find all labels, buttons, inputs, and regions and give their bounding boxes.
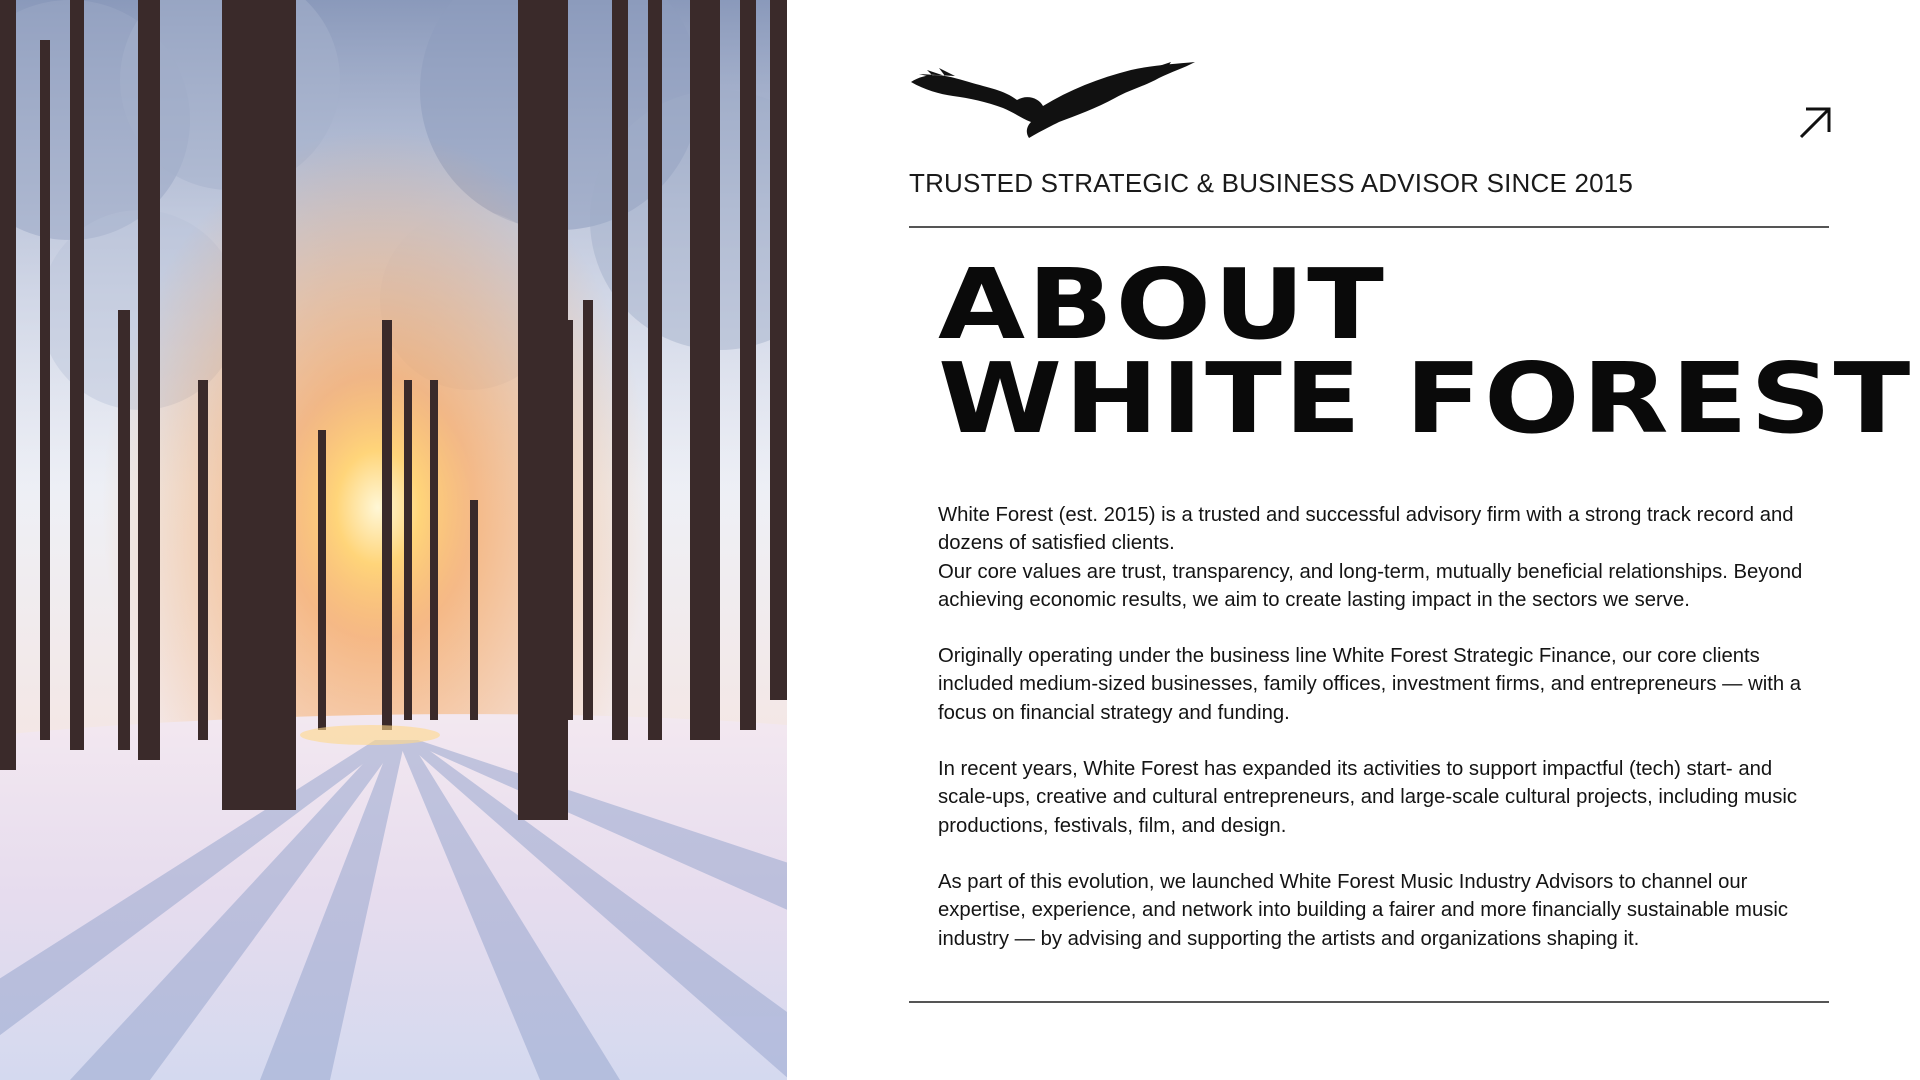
intro-sentence-2: Our core values are trust, transparency, and long-term, mutually beneficial relationships. Beyond achieving economic results, we aim to create lasting impact in the sectors we serve.: [938, 560, 1803, 611]
about-panel: [787, 0, 1920, 1080]
bottom-divider: [909, 1001, 1829, 1003]
page-title: [938, 248, 1913, 455]
tagline: TRUSTED STRATEGIC & BUSINESS ADVISOR SINCE 2015: [909, 168, 1634, 198]
about-body: [938, 501, 1828, 981]
paragraph-expansion: In recent years, White Forest has expanded its activities to support impactful (tech) start- and scale-ups, creative and cultural entrepreneurs, and large-scale cultural projects, including music productions, festivals, film, and design.: [938, 758, 1798, 837]
top-divider: [909, 226, 1829, 228]
paragraph-music-advisors: As part of this evolution, we launched White Forest Music Industry Advisors to channel our expertise, experience, and network into building a fairer and more financially sustainable music industry — by advising and supporting the artists and organizations shaping it.: [938, 870, 1789, 950]
paragraph-intro: [938, 501, 1828, 614]
title-line-1: ABOUT: [938, 248, 1387, 361]
paragraph-origins: Originally operating under the business line White Forest Strategic Finance, our core clients included medium-sized businesses, family offices, investment firms, and entrepreneurs — with a focus on financial strategy and funding.: [938, 645, 1802, 724]
intro-sentence-1: White Forest (est. 2015) is a trusted and successful advisory firm with a strong track record and dozens of satisfied clients.: [938, 504, 1794, 555]
eagle-icon: [909, 60, 1199, 142]
forest-photo: [0, 0, 787, 1080]
arrow-up-right-icon[interactable]: [1797, 105, 1833, 141]
forest-illustration: [0, 0, 787, 1080]
title-line-2: WHITE FOREST: [938, 342, 1913, 455]
